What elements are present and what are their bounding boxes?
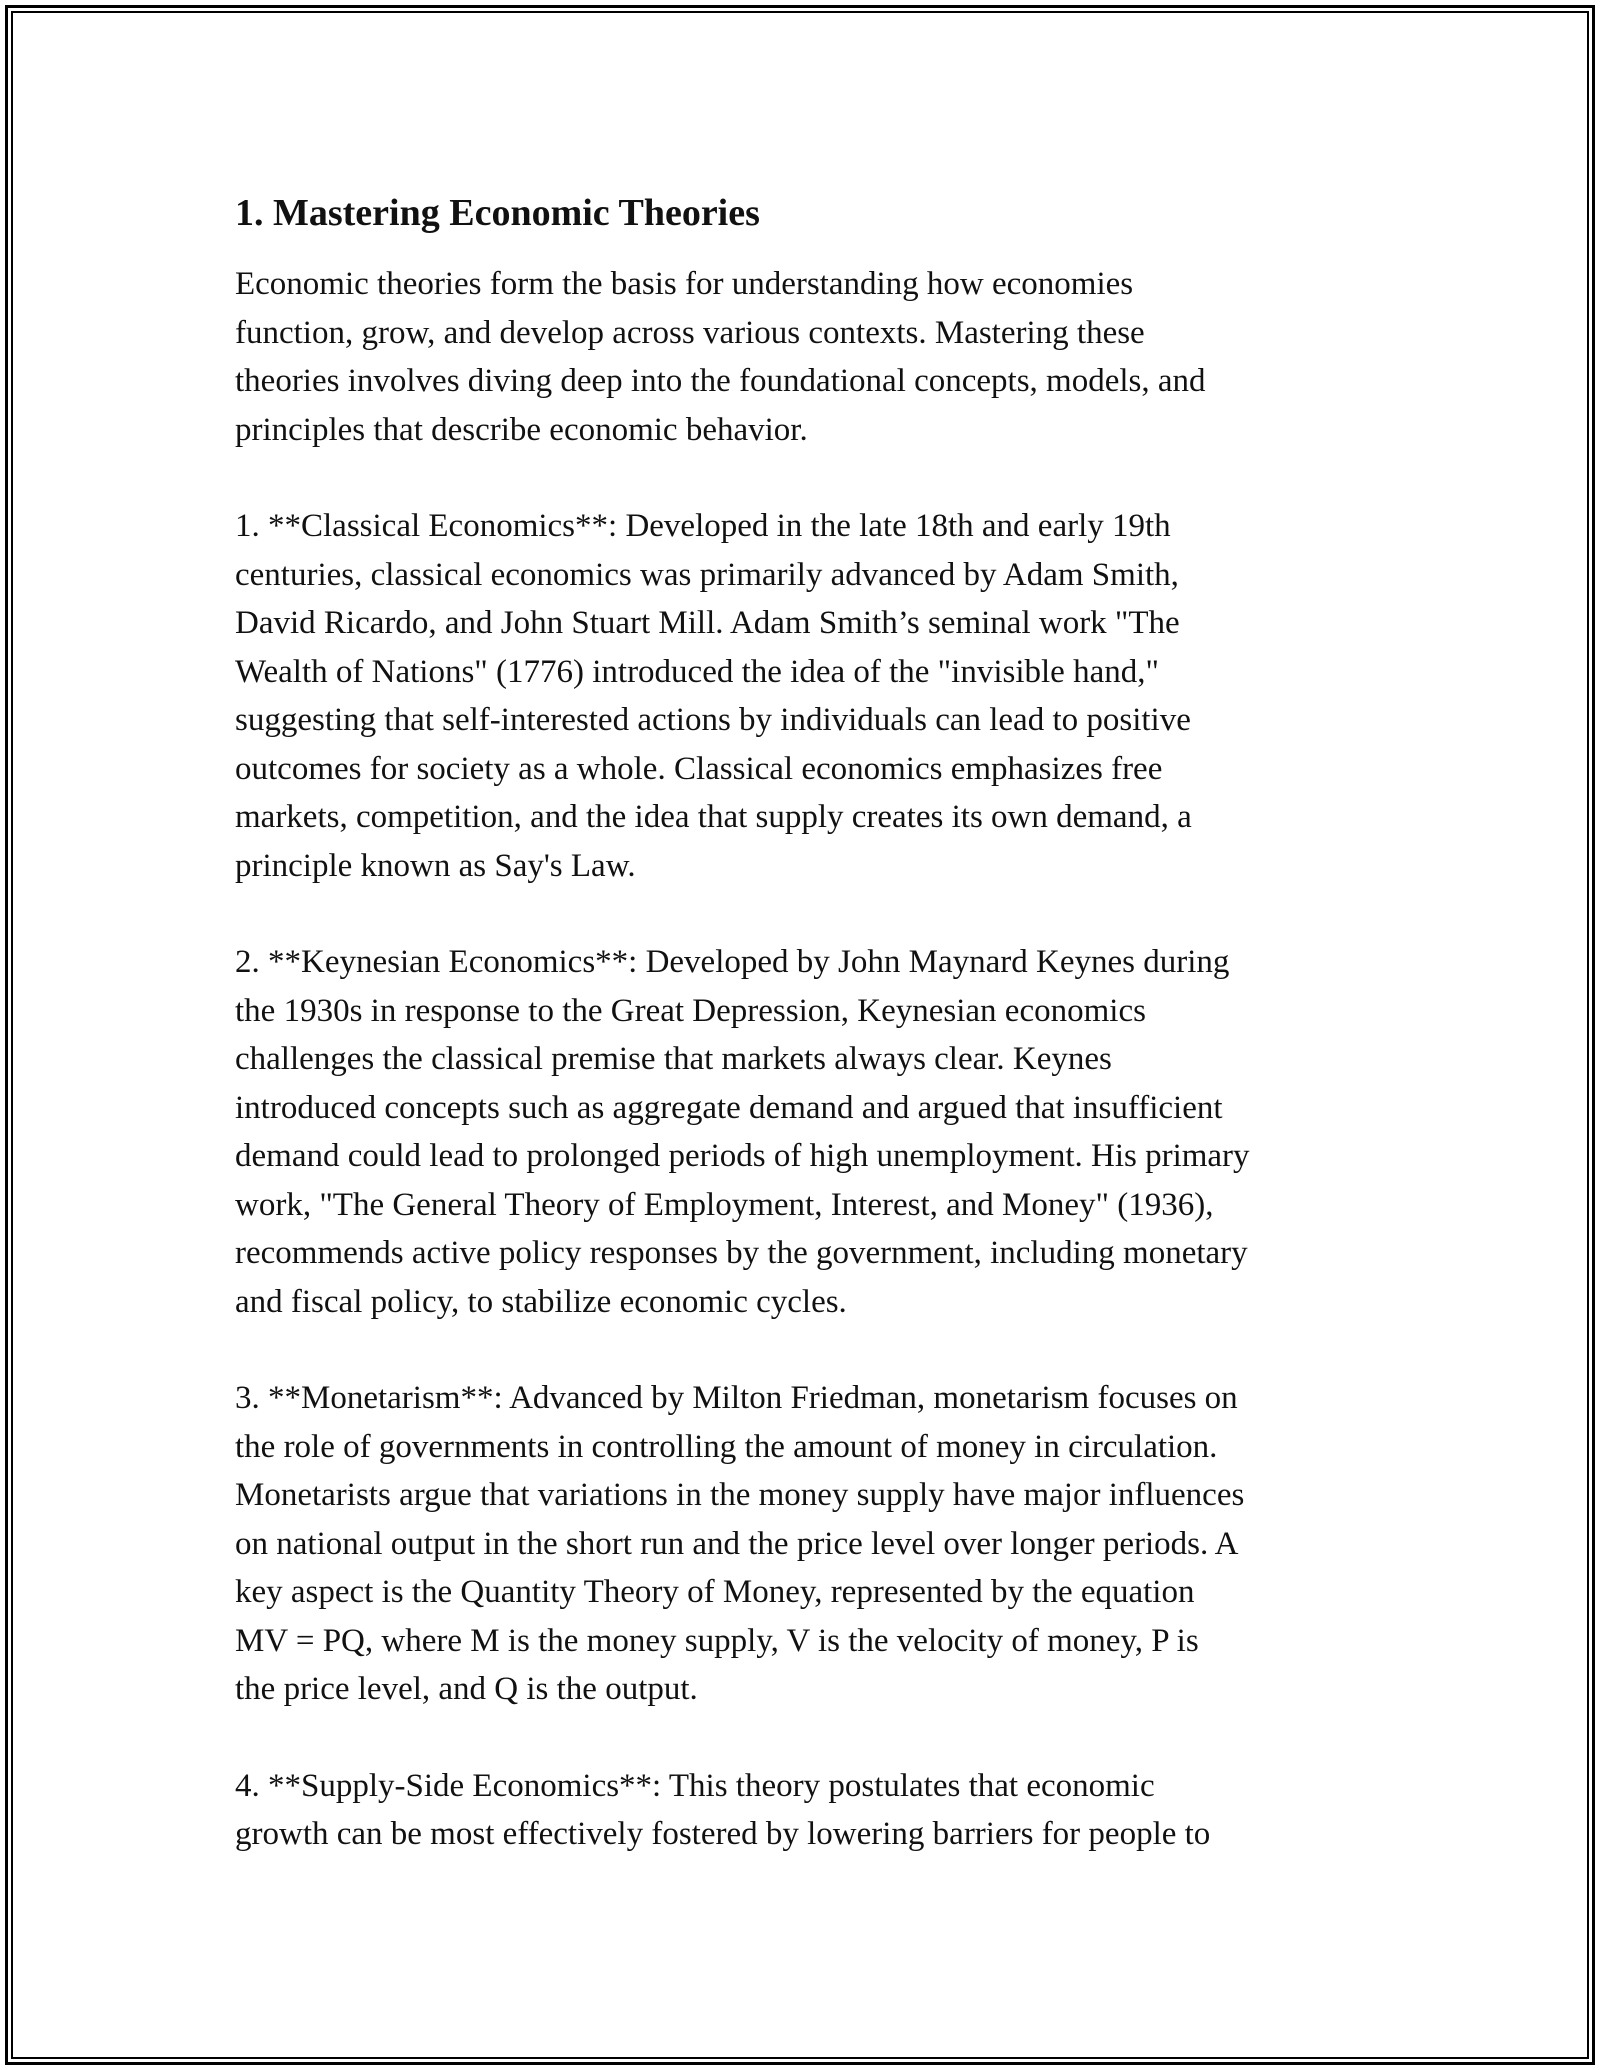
text-line: principle known as Say's Law. [235,847,636,884]
text-line: theories involves diving deep into the foundational concepts, models, and [235,363,1206,399]
classical-economics-paragraph [235,502,1385,890]
text-line: the role of governments in controlling the amount of money in circulation. [235,1428,1218,1465]
text-line: suggesting that self-interested actions by individuals can lead to positive [235,702,1191,738]
text-line: on national output in the short run and the price level over longer periods. A [235,1525,1239,1562]
supply-side-economics-paragraph [235,1762,1385,1859]
text-line: Economic theories form the basis for understanding how economies [235,266,1134,302]
text-line: and fiscal policy, to stabilize economic cycles. [235,1283,847,1320]
text-line: demand could lead to prolonged periods of high unemployment. His primary [235,1138,1250,1174]
document-body [235,188,1385,1907]
text-line: the 1930s in response to the Great Depression, Keynesian economics [235,992,1146,1029]
text-line: challenges the classical premise that markets always clear. Keynes [235,1041,1112,1077]
text-line: MV = PQ, where M is the money supply, V is the velocity of money, P is [235,1622,1199,1659]
text-line: growth can be most effectively fostered by lowering barriers for people to [235,1816,1211,1852]
text-line: recommends active policy responses by the government, including monetary [235,1235,1248,1271]
text-line: key aspect is the Quantity Theory of Money, represented by the equation [235,1574,1195,1610]
text-line: outcomes for society as a whole. Classical economics emphasizes free [235,750,1163,787]
text-line: the price level, and Q is the output. [235,1671,698,1707]
text-line: introduced concepts such as aggregate demand and argued that insufficient [235,1089,1223,1126]
intro-paragraph [235,260,1385,454]
text-line: principles that describe economic behavior. [235,411,808,448]
text-line: work, "The General Theory of Employment, Interest, and Money" (1936), [235,1186,1214,1223]
text-line: Wealth of Nations" (1776) introduced the idea of the "invisible hand," [235,653,1159,690]
text-line: 4. **Supply-Side Economics**: This theory postulates that economic [235,1767,1155,1804]
text-line: Monetarists argue that variations in the money supply have major influences [235,1477,1245,1513]
text-line: markets, competition, and the idea that supply creates its own demand, a [235,799,1192,835]
text-line: David Ricardo, and John Stuart Mill. Adam Smith’s seminal work "The [235,605,1180,641]
keynesian-economics-paragraph [235,938,1385,1326]
text-line: centuries, classical economics was primarily advanced by Adam Smith, [235,556,1179,593]
monetarism-paragraph [235,1374,1385,1714]
text-line: function, grow, and develop across various contexts. Mastering these [235,314,1145,351]
text-line: 2. **Keynesian Economics**: Developed by John Maynard Keynes during [235,944,1230,980]
text-line: 1. **Classical Economics**: Developed in the late 18th and early 19th [235,508,1171,544]
section-heading: 1. Mastering Economic Theories [235,192,760,234]
text-line: 3. **Monetarism**: Advanced by Milton Friedman, monetarism focuses on [235,1380,1238,1416]
